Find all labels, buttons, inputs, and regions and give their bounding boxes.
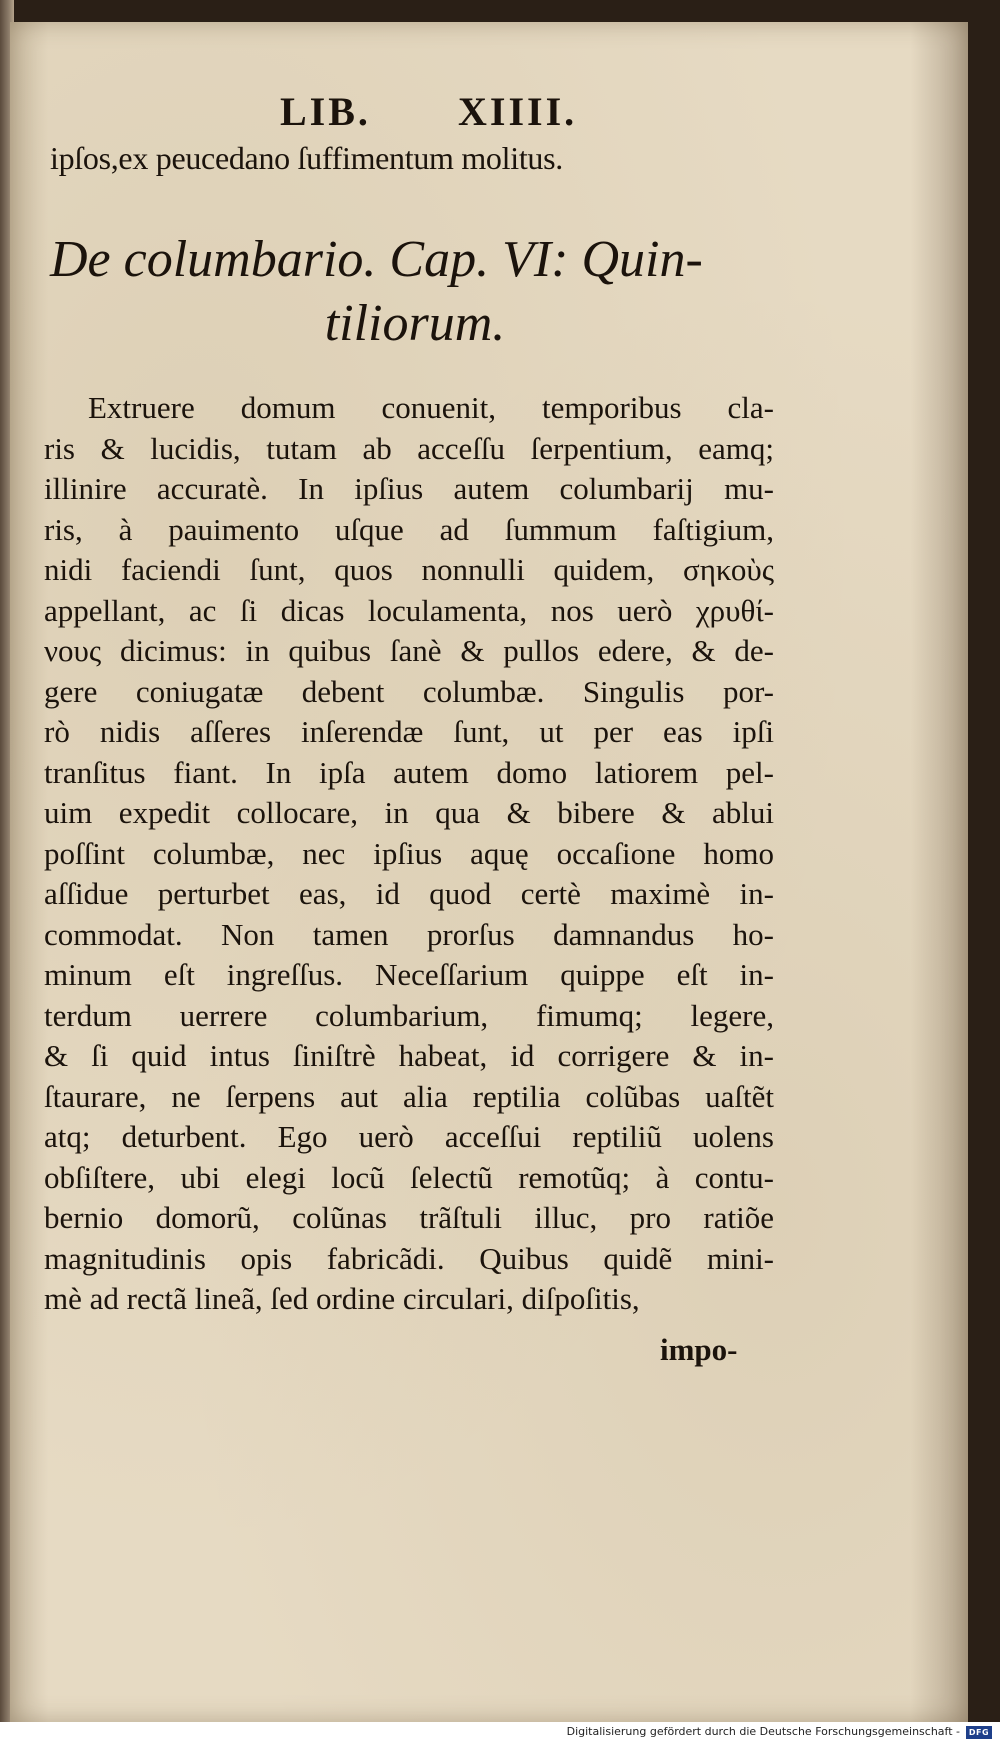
chapter-title-line-2: tiliorum. (324, 295, 506, 352)
body-line: nidi faciendi ſunt, quos nonnulli quidem, σηκοὺς (44, 552, 774, 587)
running-head-number: XIIII. (458, 89, 578, 134)
body-line: aſſidue perturbet eas, id quod certè maximè in- (44, 876, 774, 911)
running-head-book: LIB. (280, 89, 371, 134)
body-line: magnitudinis opis fabricãdi. Quibus quidẽ mini- (44, 1240, 774, 1276)
body-line: ſtaurare, ne ſerpens aut alia reptilia colũbas uaſtẽt (44, 1078, 774, 1114)
body-line: atq; deturbent. Ego uerò acceſſui reptiliũ uolens (44, 1119, 774, 1154)
body-line: illinire accuratè. In ipſius autem columbarij mu- (44, 471, 774, 506)
body-line: & ſi quid intus ſiniſtrè habeat, id corrigere & in- (44, 1038, 774, 1073)
body-line: appellant, ac ſi dicas loculamenta, nos uerò χρυθί- (44, 592, 774, 628)
carryover-line: ipſos,ex peucedano ſuffimentum molitus. (50, 140, 563, 176)
funding-credit: Digitalisierung gefördert durch die Deutsche Forschungsgemeinschaft - (566, 1725, 960, 1738)
body-line: minum eſt ingreſſus. Neceſſarium quippe eſt in- (44, 957, 774, 992)
footer-band (0, 1722, 1000, 1744)
body-line: rò nidis aſſeres inſerendæ ſunt, ut per eas ipſi (44, 714, 774, 749)
chapter-title-line-1: De columbario. Cap. VI: Quin- (50, 231, 703, 288)
body-line: ris & lucidis, tutam ab acceſſu ſerpentium, eamq; (44, 430, 774, 466)
body-line: mè ad rectã lineã, ſed ordine circulari, diſpoſitis, (44, 1281, 640, 1316)
dfg-logo-icon: DFG (966, 1726, 992, 1739)
body-line: νους dicimus: in quibus ſanè & pullos edere, & de- (44, 633, 774, 668)
body-text (44, 388, 774, 1320)
body-line: terdum uerrere columbarium, fimumq; legere, (44, 997, 774, 1033)
body-line: poſſint columbæ, nec ipſius aquę occaſione homo (44, 835, 774, 871)
body-line: commodat. Non tamen prorſus damnandus ho- (44, 916, 774, 952)
catchword: impo- (660, 1332, 738, 1367)
body-line: uim expedit collocare, in qua & bibere & ablui (44, 795, 774, 830)
body-line: ris, à pauimento uſque ad ſummum faſtigium, (44, 511, 774, 547)
chapter-title (50, 228, 780, 356)
body-line: obſiſtere, ubi elegi locũ ſelectũ remotũq; à contu- (44, 1159, 774, 1195)
body-line: gere coniugatæ debent columbæ. Singulis por- (44, 673, 774, 709)
body-line: Extruere domum conuenit, temporibus cla- (88, 390, 774, 425)
body-line: bernio domorũ, colũnas trãſtuli illuc, pro ratiõe (44, 1200, 774, 1235)
body-line: tranſitus fiant. In ipſa autem domo latiorem pel- (44, 754, 774, 790)
